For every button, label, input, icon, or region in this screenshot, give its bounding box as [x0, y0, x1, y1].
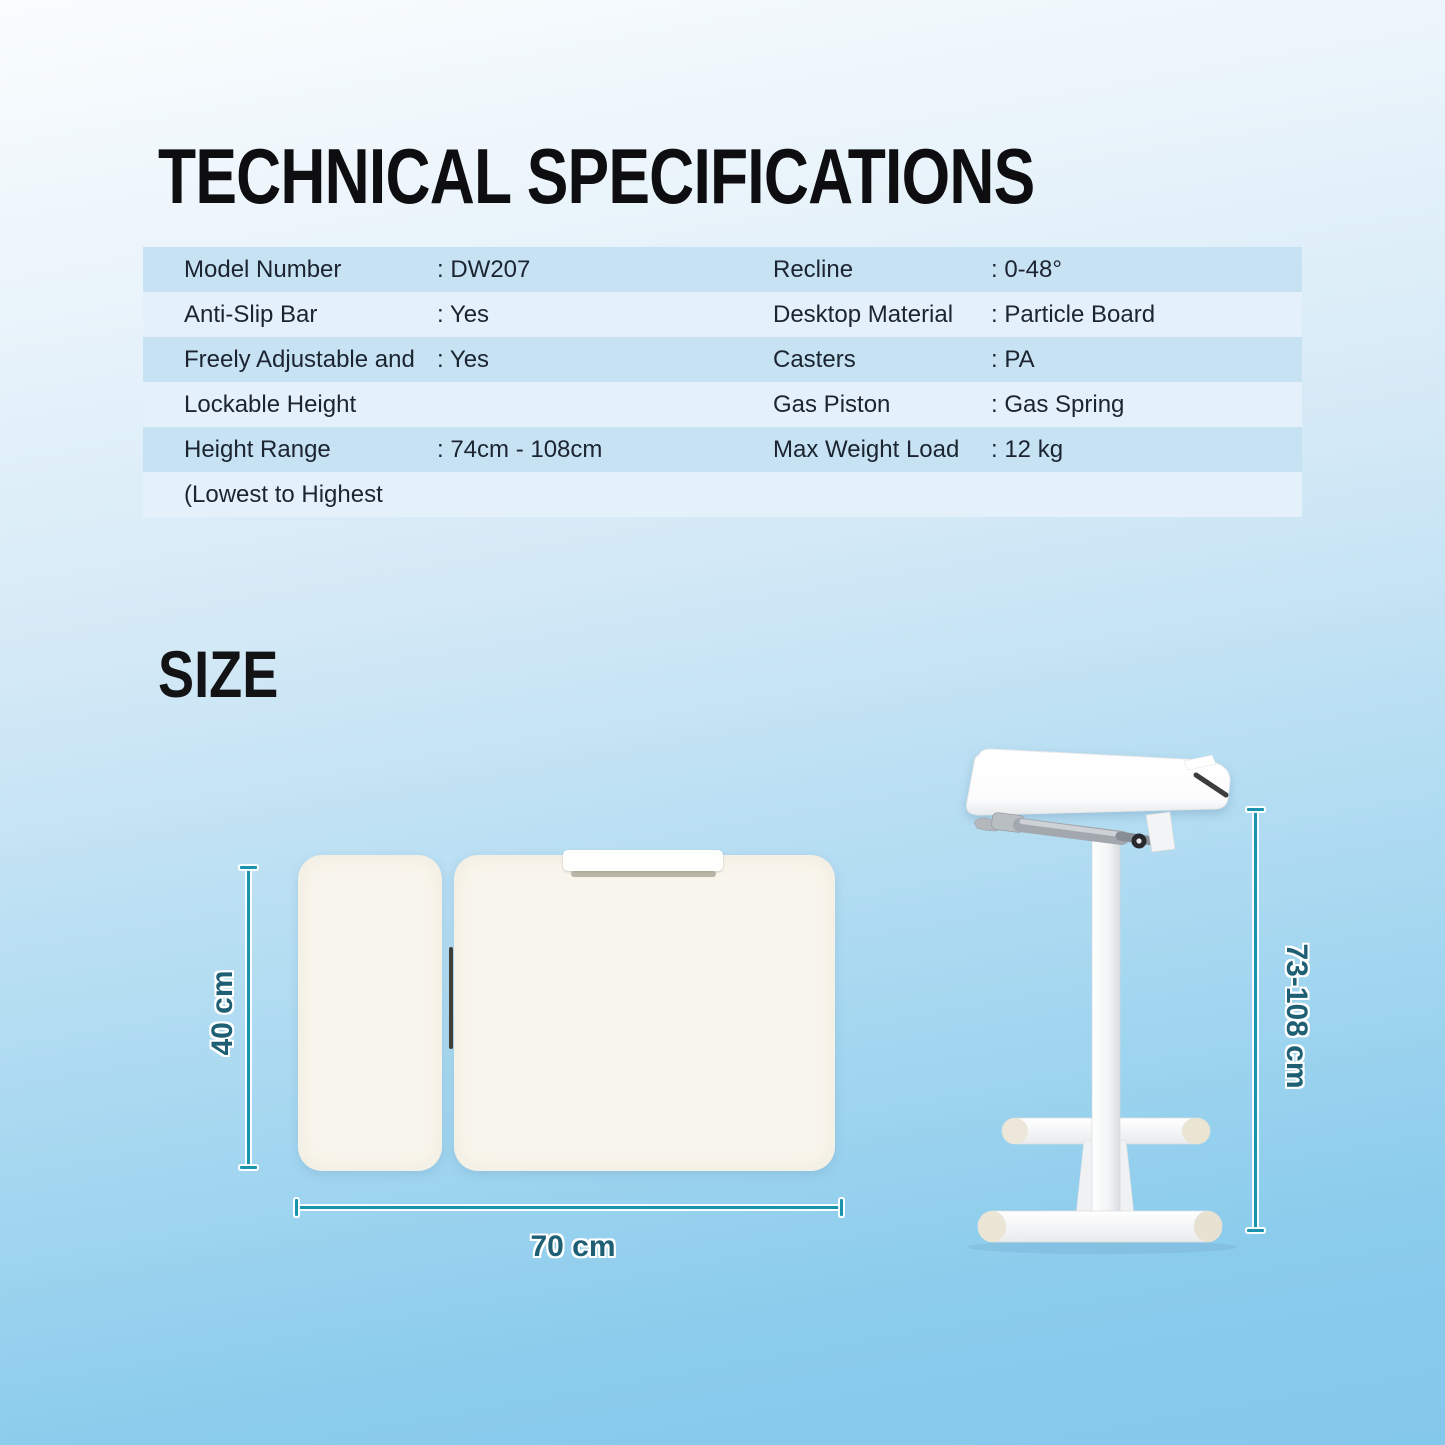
spec-value: : DW207: [437, 256, 531, 283]
desktop-right-panel: [454, 855, 835, 1171]
front-foot: [978, 1211, 1222, 1242]
lifting-column: [1092, 833, 1120, 1218]
spec-label: Gas Piston: [773, 391, 891, 418]
spec-table: [143, 247, 1302, 517]
dimension-label-depth: 40 cm: [206, 970, 239, 1056]
spec-row: [143, 292, 1302, 337]
gas-spring-mechanism: [974, 812, 1175, 852]
spec-value: : Yes: [437, 301, 490, 328]
dimension-cap: [240, 1166, 257, 1169]
dimension-cap: [1247, 808, 1264, 811]
spec-row: [143, 427, 1302, 472]
dimension-cap: [295, 1199, 298, 1216]
spec-label: (Lowest to Highest: [184, 481, 383, 508]
spec-value: : Particle Board: [991, 301, 1156, 328]
spec-value: : 74cm - 108cm: [437, 436, 603, 463]
spec-row: [143, 337, 1302, 382]
spec-row: [143, 472, 1302, 517]
spec-value: : 0-48°: [991, 256, 1062, 283]
spec-label: Casters: [773, 346, 856, 373]
dimension-cap: [840, 1199, 843, 1216]
spec-value: : Yes: [437, 346, 490, 373]
dimension-cap: [1247, 1229, 1264, 1232]
desk-side-view-illustration: [930, 735, 1290, 1265]
spec-label: Max Weight Load: [773, 436, 960, 463]
dimension-line-depth: [247, 866, 250, 1169]
dimension-label-width: 70 cm: [530, 1230, 616, 1263]
page-title: TECHNICAL SPECIFICATIONS: [158, 132, 1035, 220]
spec-label: Desktop Material: [773, 301, 954, 328]
spec-row: [143, 382, 1302, 427]
desktop-left-panel: [298, 855, 442, 1171]
handle-bar: [563, 850, 723, 871]
dimension-line-height: [1254, 808, 1257, 1232]
spec-label: Model Number: [184, 256, 342, 283]
spec-label: Anti-Slip Bar: [184, 301, 318, 328]
spec-label: Freely Adjustable and: [184, 346, 415, 373]
spec-label: Lockable Height: [184, 391, 357, 418]
spec-label: Height Range: [184, 436, 331, 463]
hinge-line: [449, 947, 453, 1049]
size-heading: SIZE: [158, 637, 279, 711]
dimension-line-width: [295, 1206, 843, 1209]
spec-value: : 12 kg: [991, 436, 1064, 463]
spec-row: [143, 247, 1302, 292]
handle-shadow: [571, 871, 716, 877]
spec-value: : PA: [991, 346, 1035, 373]
spec-label: Recline: [773, 256, 854, 283]
dimension-label-height: 73-108 cm: [1280, 943, 1313, 1089]
desktop-slab: [967, 749, 1231, 815]
dimension-cap: [240, 866, 257, 869]
column-bracket: [1146, 812, 1175, 852]
spec-value: : Gas Spring: [991, 391, 1125, 418]
